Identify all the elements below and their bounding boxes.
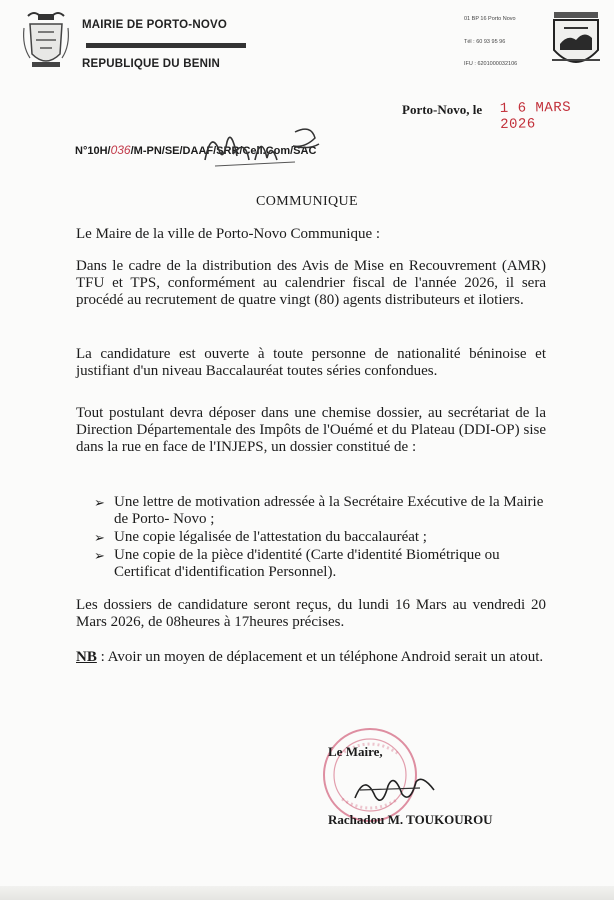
header-divider [86, 43, 246, 48]
note-text: : Avoir un moyen de déplacement et un téléphone Android serait un atout. [96, 649, 544, 665]
porto-novo-crest-icon [20, 10, 72, 72]
note-label: NB [76, 649, 97, 665]
city-shield-icon [548, 10, 604, 76]
list-item-text: Une copie légalisée de l'attestation du baccalauréat ; [114, 529, 427, 545]
signatory-title: Le Maire, [328, 744, 383, 759]
initials-scrawl-icon [175, 120, 375, 175]
intro-line: Le Maire de la ville de Porto-Novo Communique : [76, 226, 381, 242]
list-item [94, 494, 550, 528]
paragraph-eligibility: La candidature est ouverte à toute personne de nationalité béninoise et justifiant d'un niveau Baccalauréat toutes séries confondues. [76, 346, 546, 379]
note [76, 649, 546, 666]
list-item [94, 529, 550, 546]
signatory-name: Rachadou M. TOUKOUROU [328, 812, 493, 827]
reference-rest: /M-PN/SE/DAAF/SRR/Cell.Com/SAC [130, 145, 317, 157]
paragraph-recruitment: Dans le cadre de la distribution des Avis de Mise en Recouvrement (AMR) TFU et TPS, conformément au calendrier fiscal de l'année 2026, il sera procédé au recrutement de quatre vingt (80) agents distributeurs et ilotiers. [76, 258, 546, 308]
phone-number: Tél : 60 93 95 96 [464, 39, 506, 45]
arrow-bullet-icon: ➢ [94, 530, 105, 545]
list-item-text: Une lettre de motivation adressée à la Secrétaire Exécutive de la Mairie de Porto- Novo ; [114, 494, 544, 527]
list-item-text: Une copie de la pièce d'identité (Carte d'identité Biométrique ou Certificat d'identification Personnel). [114, 547, 500, 580]
arrow-bullet-icon: ➢ [94, 495, 105, 510]
country-name: REPUBLIQUE DU BENIN [82, 58, 220, 70]
place-date-label: Porto-Novo, le [402, 102, 483, 117]
reference-handwritten-number: 036 [110, 143, 131, 157]
signature-scribble-icon [350, 768, 440, 808]
date-stamp: 1 6 MARS 2026 [499, 99, 572, 133]
municipality-name: MAIRIE DE PORTO-NOVO [82, 19, 227, 31]
page-title: COMMUNIQUE [256, 194, 358, 209]
paragraph-dates: Les dossiers de candidature seront reçus, du lundi 16 Mars au vendredi 20 Mars 2026, de 08heures à 17heures précises. [76, 597, 546, 630]
document-list [94, 494, 550, 582]
paragraph-submission: Tout postulant devra déposer dans une chemise dossier, au secrétariat de la Direction Départementale des Impôts de l'Ouémé et du Plateau (DDI-OP) sise dans la rue en face de l'INJEPS, un dossier constitué de : [76, 405, 546, 455]
ifu-number: IFU : 6201000032106 [464, 61, 518, 67]
page-bottom-edge [0, 886, 614, 900]
reference-prefix: N°10H/ [75, 145, 111, 157]
list-item [94, 547, 550, 581]
postal-address: 01 BP 16 Porto Novo [464, 16, 516, 22]
arrow-bullet-icon: ➢ [94, 548, 105, 563]
